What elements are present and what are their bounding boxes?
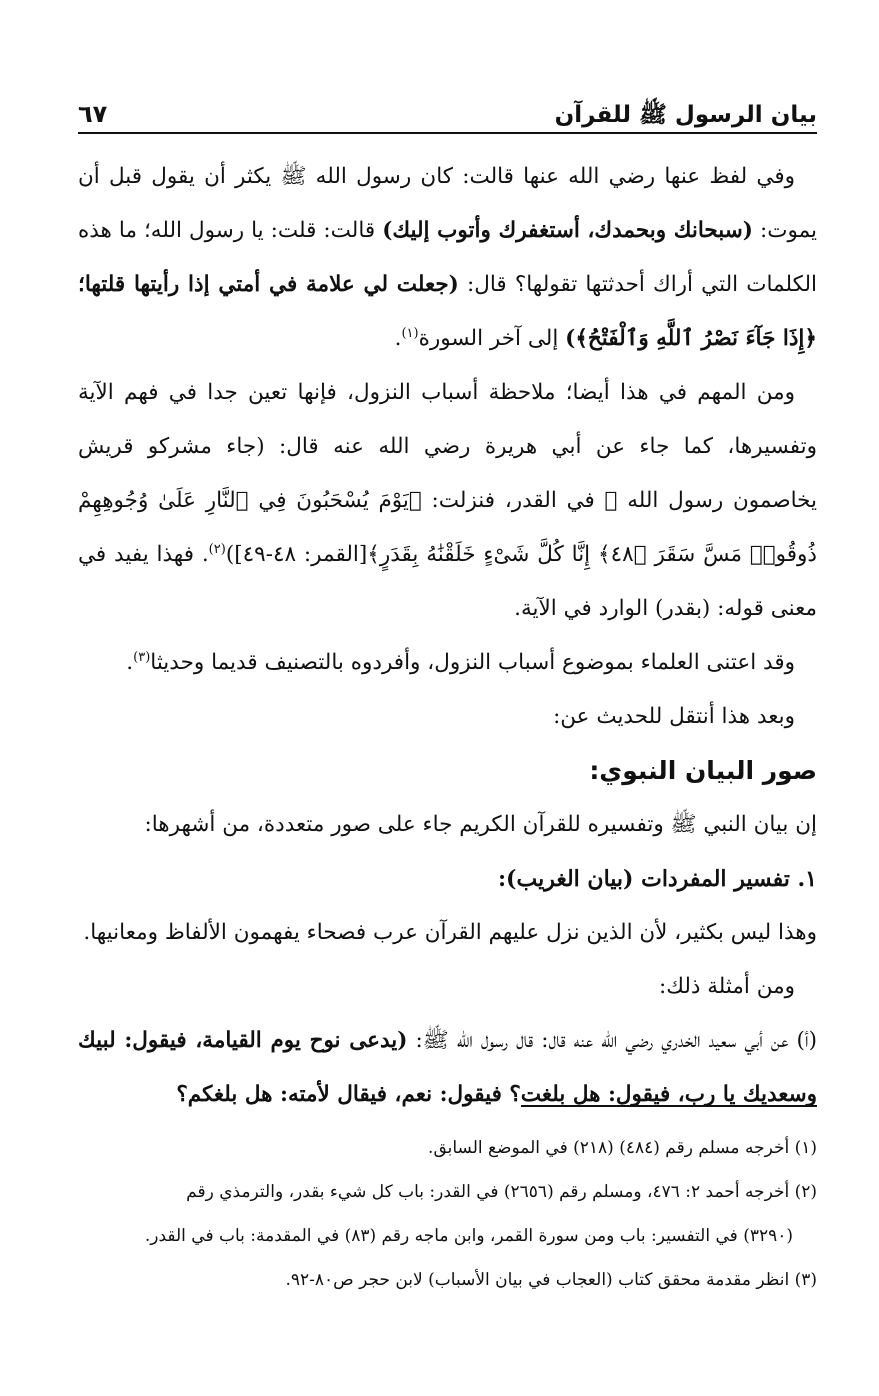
page-header [78, 100, 817, 134]
p1-quote-2: (جعلت لي علامة في أمتي إذا رأيتها قلتها؛ ﴿إِذَا جَآءَ نَصْرُ ٱللَّهِ وَٱلْفَتْحُ﴾) [78, 272, 817, 351]
paragraph-3: وقد اعتنى العلماء بموضوع أسباب النزول، وأفردوه بالتصنيف قديما وحديثا$^{(٣)}$. [126, 649, 795, 675]
paragraph-6: وهذا ليس بكثير، لأن الذين نزل عليهم القرآن عرب فصحاء يفهمون الألفاظ ومعانيها. [83, 920, 817, 945]
p1-quote: (سبحانك وبحمدك، أستغفرك وأتوب إليك) [382, 218, 753, 243]
footnote-1: (١) أخرجه مسلم رقم (٤٨٤) (٢١٨) في الموضع السابق. [428, 1138, 817, 1158]
subsection-heading: ١. تفسير المفردات (بيان الغريب): [497, 866, 817, 892]
footnote-3: (٣) انظر مقدمة محقق كتاب (العجاب في بيان الأسباب) لابن حجر ص٨٠-٩٢. [285, 1270, 817, 1290]
p2-text-a: ومن المهم في هذا أيضا؛ ملاحظة أسباب النزول، فإنها تعين جدا في فهم الآية وتفسيرها، كما جاء عن أبي هريرة رضي الله عنه قال: (جاء مشركو قريش يخاصمون رسول الله ﷺ في القدر، فنزلت: ﴿يَوْمَ يُسْحَبُونَ فِي ٱلنَّارِ عَلَىٰ وُجُوهِهِمْ ذُوقُوا۟ مَسَّ سَقَرَ ﴿٤٨﴾ إِنَّا كُلَّ شَىْءٍ خَلَقْنَٰهُ بِقَدَرٍ﴾[القمر: ٤٨-٤٩]) [78, 380, 817, 567]
section-heading: صور البيان النبوي: [589, 756, 817, 785]
footnote-2: (٢) أخرجه أحمد ٢: ٤٧٦، ومسلم رقم (٢٦٥٦) في القدر: باب كل شيء بقدر، والترمذي رقم [186, 1182, 817, 1202]
footnotes [78, 1126, 817, 1302]
p1-text-c: إلى آخر السورة [418, 326, 559, 351]
paragraph-2 [78, 366, 817, 636]
paragraph-5: إن بيان النبي ﷺ وتفسيره للقرآن الكريم جاء على صور متعددة، من أشهرها: [144, 812, 817, 837]
p8-hadith: (يدعى نوح يوم القيامة، فيقول: لبيك وسعديك يا رب، فيقول: هل بلغت؟ فيقول: نعم، فيقال لأمته: هل بلغكم؟ [78, 1028, 817, 1107]
footnote-ref-1: (١) [401, 325, 419, 341]
main-text [78, 150, 817, 1122]
p1-text-b: قالت: قلت: يا رسول الله؛ ما هذه الكلمات التي أراك أحدثتها تقولها؟ قال: [78, 218, 817, 297]
paragraph-7: ومن أمثلة ذلك: [658, 974, 795, 999]
paragraph-1: وفي لفظ عنها رضي الله عنها قالت: كان رسول الله ﷺ يكثر أن يقول قبل أن يموت: (سبحانك وبحمدك، أستغفرك وأتوب إليك) قالت: قلت: يا رسول الله؛ ما هذه الكلمات التي أراك أحدثتها تقولها؟ قال: (جعلت لي علامة في أمتي إذا رأيتها قلتها؛ ﴿إِذَا جَآءَ نَصْرُ ٱللَّهِ وَٱلْفَتْحُ﴾) إلى آخر السورة$^{(١)}$. [78, 164, 817, 351]
p3-text: وقد اعتنى العلماء بموضوع أسباب النزول، وأفردوه بالتصنيف قديما وحديثا [150, 650, 795, 675]
footnote-2-continued: (٣٢٩٠) في التفسير: باب ومن سورة القمر، وابن ماجه رقم (٨٣) في المقدمة: باب في القدر. [144, 1226, 793, 1246]
p8-text-a: (أ) عن أبي سعيد الخدري رضي الله عنه قال: قال رسول الله ﷺ: [415, 1028, 817, 1053]
paragraph-4: وبعد هذا أنتقل للحديث عن: [553, 704, 795, 729]
running-title: بيان الرسول ﷺ للقرآن [554, 102, 817, 128]
footnote-ref-2: (٢) [208, 541, 226, 557]
p1-text-a: وفي لفظ عنها رضي الله عنها قالت: كان رسول الله ﷺ يكثر أن يقول قبل أن يموت: [78, 164, 817, 243]
footnote-divider [521, 1105, 817, 1107]
footnote-ref-3: (٣) [133, 649, 151, 665]
page-number: ٦٧ [78, 100, 108, 128]
p2-text-b: . فهذا يفيد في معنى قوله: (بقدر) الوارد في الآية. [78, 542, 817, 621]
